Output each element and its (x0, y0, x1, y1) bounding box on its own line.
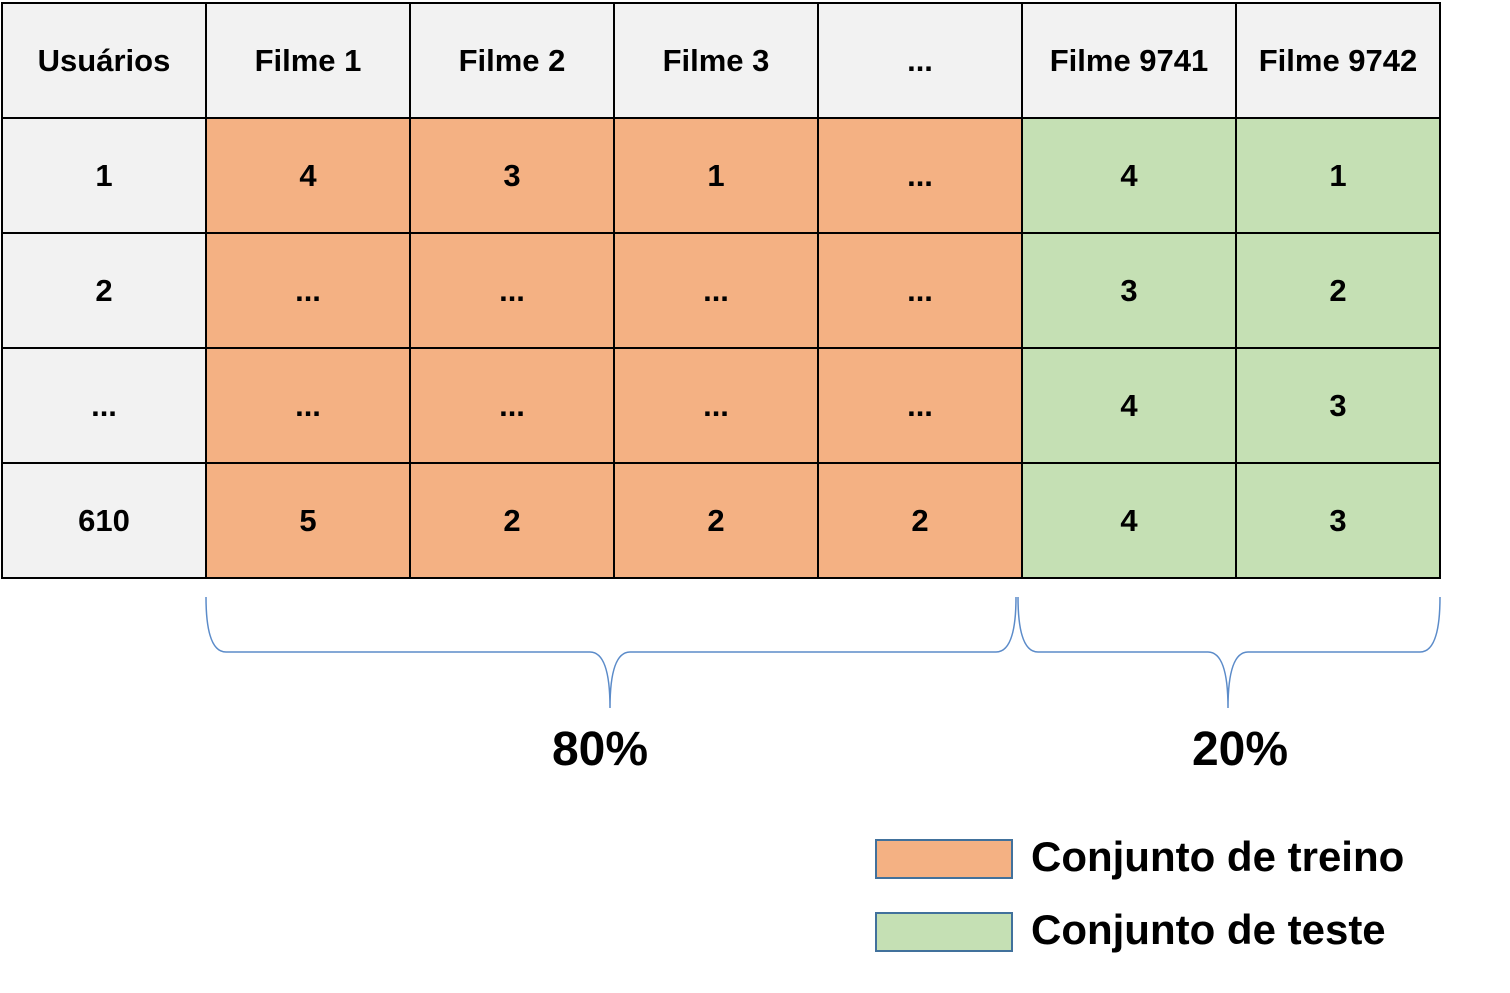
train-swatch (875, 839, 1013, 879)
header-movie-3: Filme 3 (614, 3, 818, 118)
test-cell: 3 (1236, 463, 1440, 578)
train-brace (206, 597, 1016, 708)
train-cell: ... (206, 348, 410, 463)
train-cell: ... (410, 233, 614, 348)
header-movie-9742: Filme 9742 (1236, 3, 1440, 118)
header-row (2, 3, 1440, 118)
header-users: Usuários (2, 3, 206, 118)
table-row (2, 348, 1440, 463)
test-cell: 3 (1236, 348, 1440, 463)
header-movie-9741: Filme 9741 (1022, 3, 1236, 118)
train-percent: 80% (551, 723, 649, 776)
test-cell: 4 (1022, 463, 1236, 578)
header-ellipsis: ... (818, 3, 1022, 118)
test-cell: 4 (1022, 118, 1236, 233)
train-cell: ... (614, 348, 818, 463)
train-cell: 2 (614, 463, 818, 578)
table-row (2, 233, 1440, 348)
test-percent: 20% (1191, 723, 1289, 776)
train-cell: ... (818, 233, 1022, 348)
test-cell: 3 (1022, 233, 1236, 348)
test-legend-label: Conjunto de teste (1031, 906, 1386, 953)
header-movie-2: Filme 2 (410, 3, 614, 118)
test-cell: 2 (1236, 233, 1440, 348)
train-cell: ... (818, 118, 1022, 233)
ratings-table (1, 2, 1441, 579)
train-cell: 4 (206, 118, 410, 233)
user-cell: 1 (2, 118, 206, 233)
user-cell: 610 (2, 463, 206, 578)
table-row (2, 118, 1440, 233)
test-brace (1018, 597, 1440, 708)
header-movie-1: Filme 1 (206, 3, 410, 118)
train-cell: ... (818, 348, 1022, 463)
test-cell: 1 (1236, 118, 1440, 233)
train-cell: 1 (614, 118, 818, 233)
train-cell: ... (614, 233, 818, 348)
test-swatch (875, 912, 1013, 952)
user-cell: ... (2, 348, 206, 463)
user-cell: 2 (2, 233, 206, 348)
train-cell: 5 (206, 463, 410, 578)
train-legend-label: Conjunto de treino (1031, 833, 1405, 880)
train-cell: ... (206, 233, 410, 348)
train-cell: 2 (818, 463, 1022, 578)
train-cell: 2 (410, 463, 614, 578)
table-row (2, 463, 1440, 578)
train-cell: ... (410, 348, 614, 463)
test-cell: 4 (1022, 348, 1236, 463)
train-cell: 3 (410, 118, 614, 233)
